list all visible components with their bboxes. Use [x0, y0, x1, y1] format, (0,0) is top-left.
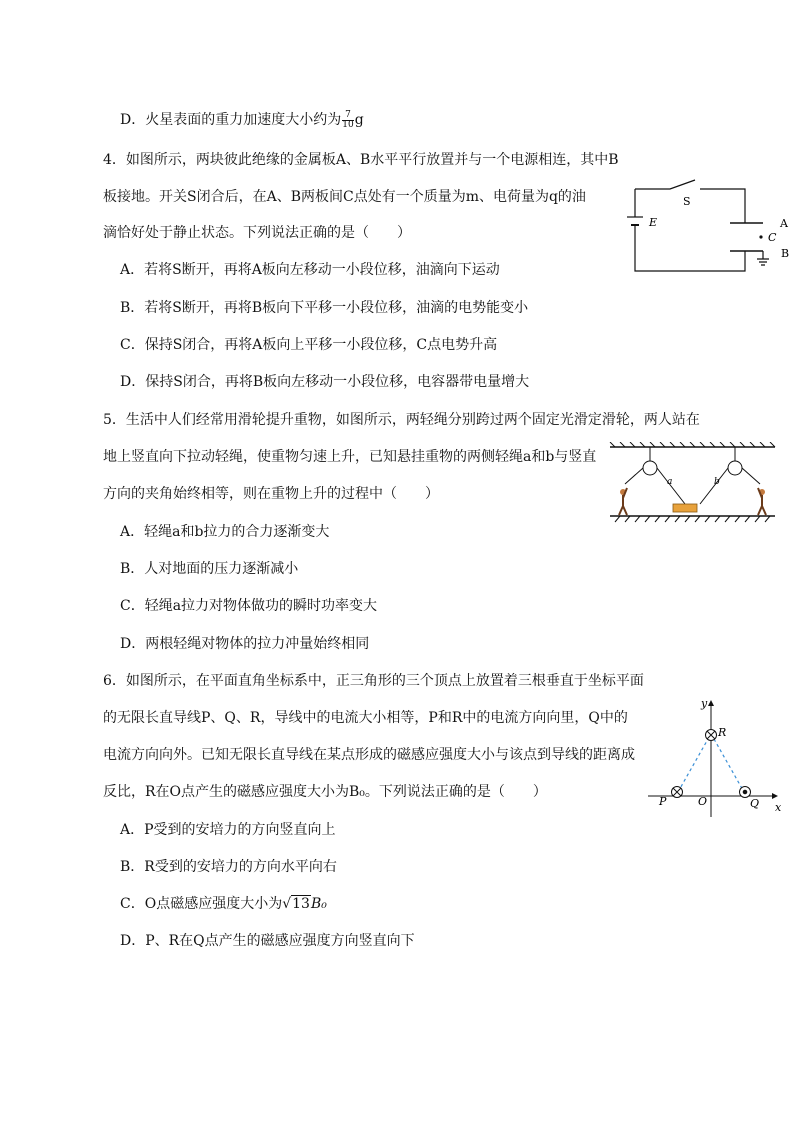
sqrt-symbol: √ [282, 896, 292, 912]
q4-stem-line-1: 4．如图所示，两块彼此绝缘的金属板A、B水平平行放置并与一个电源相连，其中B [103, 152, 619, 168]
battery-label: E [649, 216, 658, 229]
q5-option-d: D．两根轻绳对物体的拉力冲量始终相同 [120, 636, 370, 652]
q4-option-b: B．若将S断开，再将B板向下平移一小段位移，油滴的电势能变小 [120, 300, 529, 316]
q5-option-c: C．轻绳a拉力对物体做功的瞬时功率变大 [120, 598, 378, 614]
q4-option-d: D．保持S闭合，再将B板向左移动一小段位移，电容器带电量增大 [120, 374, 530, 390]
q6-stem-line-4: 反比，R在O点产生的磁感应强度大小为B₀。下列说法正确的是（ ） [103, 784, 547, 800]
q3-option-d: D．火星表面的重力加速度大小约为 $\frac{7}{10}$ g [120, 109, 364, 130]
q5-stem-line-1: 5．生活中人们经常用滑轮提升重物，如图所示，两轻绳分别跨过两个固定光滑定滑轮，两人站在 [103, 412, 700, 428]
triangle-side-rq [714, 739, 744, 792]
switch-label: S [683, 195, 691, 208]
r-label: R [718, 726, 727, 739]
left-person [619, 488, 627, 515]
fraction: $\frac{7}{10}$ [342, 109, 354, 130]
right-pulley [728, 461, 742, 475]
right-person [758, 488, 766, 515]
point-c [759, 235, 762, 238]
switch-lever [635, 180, 695, 189]
q4-stem-line-2: 板接地。开关S闭合后，在A、B两板间C点处有一个质量为m、电荷量为q的油 [103, 189, 586, 205]
triangle-side-pr [678, 739, 708, 792]
q5-pulley-figure [605, 442, 780, 524]
q4-stem-line-3: 滴恰好处于静止状态。下列说法正确的是（ ） [103, 225, 411, 241]
q6-option-a: A．P受到的安培力的方向竖直向上 [120, 822, 336, 838]
q5-option-a: A．轻绳a和b拉力的合力逐渐变大 [120, 524, 330, 540]
q5-option-b: B．人对地面的压力逐渐减小 [120, 561, 299, 577]
q4-circuit-figure [625, 175, 794, 280]
q6-option-c: C．O点磁感应强度大小为√13B₀ [120, 896, 327, 912]
q6-option-d: D．P、R在Q点产生的磁感应强度方向竖直向下 [120, 933, 415, 949]
q6-stem-line-1: 6．如图所示，在平面直角坐标系中，正三角形的三个顶点上放置着三根垂直于坐标平面 [103, 673, 644, 689]
origin-label: O [698, 795, 708, 808]
q6-coordinate-figure [645, 695, 785, 820]
x-axis-label: x [775, 801, 782, 814]
point-c-label: C [768, 231, 777, 244]
wire-r [706, 730, 717, 741]
y-axis-label: y [701, 697, 708, 710]
q5-stem-line-3: 方向的夹角始终相等，则在重物上升的过程中（ ） [103, 486, 439, 502]
rope-a-label: a [667, 477, 673, 487]
weight-block [673, 504, 697, 512]
q4-option-c: C．保持S闭合，再将A板向上平移一小段位移，C点电势升高 [120, 337, 498, 353]
q-label: Q [750, 797, 760, 810]
p-label: P [659, 795, 667, 808]
q6-stem-line-2: 的无限长直导线P、Q、R，导线中的电流大小相等，P和R中的电流方向向里，Q中的 [103, 710, 628, 726]
wire-q [740, 787, 751, 798]
left-pulley [643, 461, 657, 475]
q5-stem-line-2: 地上竖直向下拉动轻绳，使重物匀速上升，已知悬挂重物的两侧轻绳a和b与竖直 [103, 449, 597, 465]
q4-option-a: A．若将S断开，再将A板向左移动一小段位移，油滴向下运动 [120, 262, 500, 278]
rope-b-label: b [714, 477, 720, 487]
q6-option-b: B．R受到的安培力的方向水平向右 [120, 859, 337, 875]
q3-d-text: D．火星表面的重力加速度大小约为 [120, 112, 342, 128]
plate-b-label: B [781, 247, 790, 260]
plate-a-label: A [780, 217, 788, 230]
q6-stem-line-3: 电流方向向外。已知无限长直导线在某点形成的磁感应强度大小与该点到导线的距离成 [103, 747, 635, 763]
wire-p [672, 787, 683, 798]
